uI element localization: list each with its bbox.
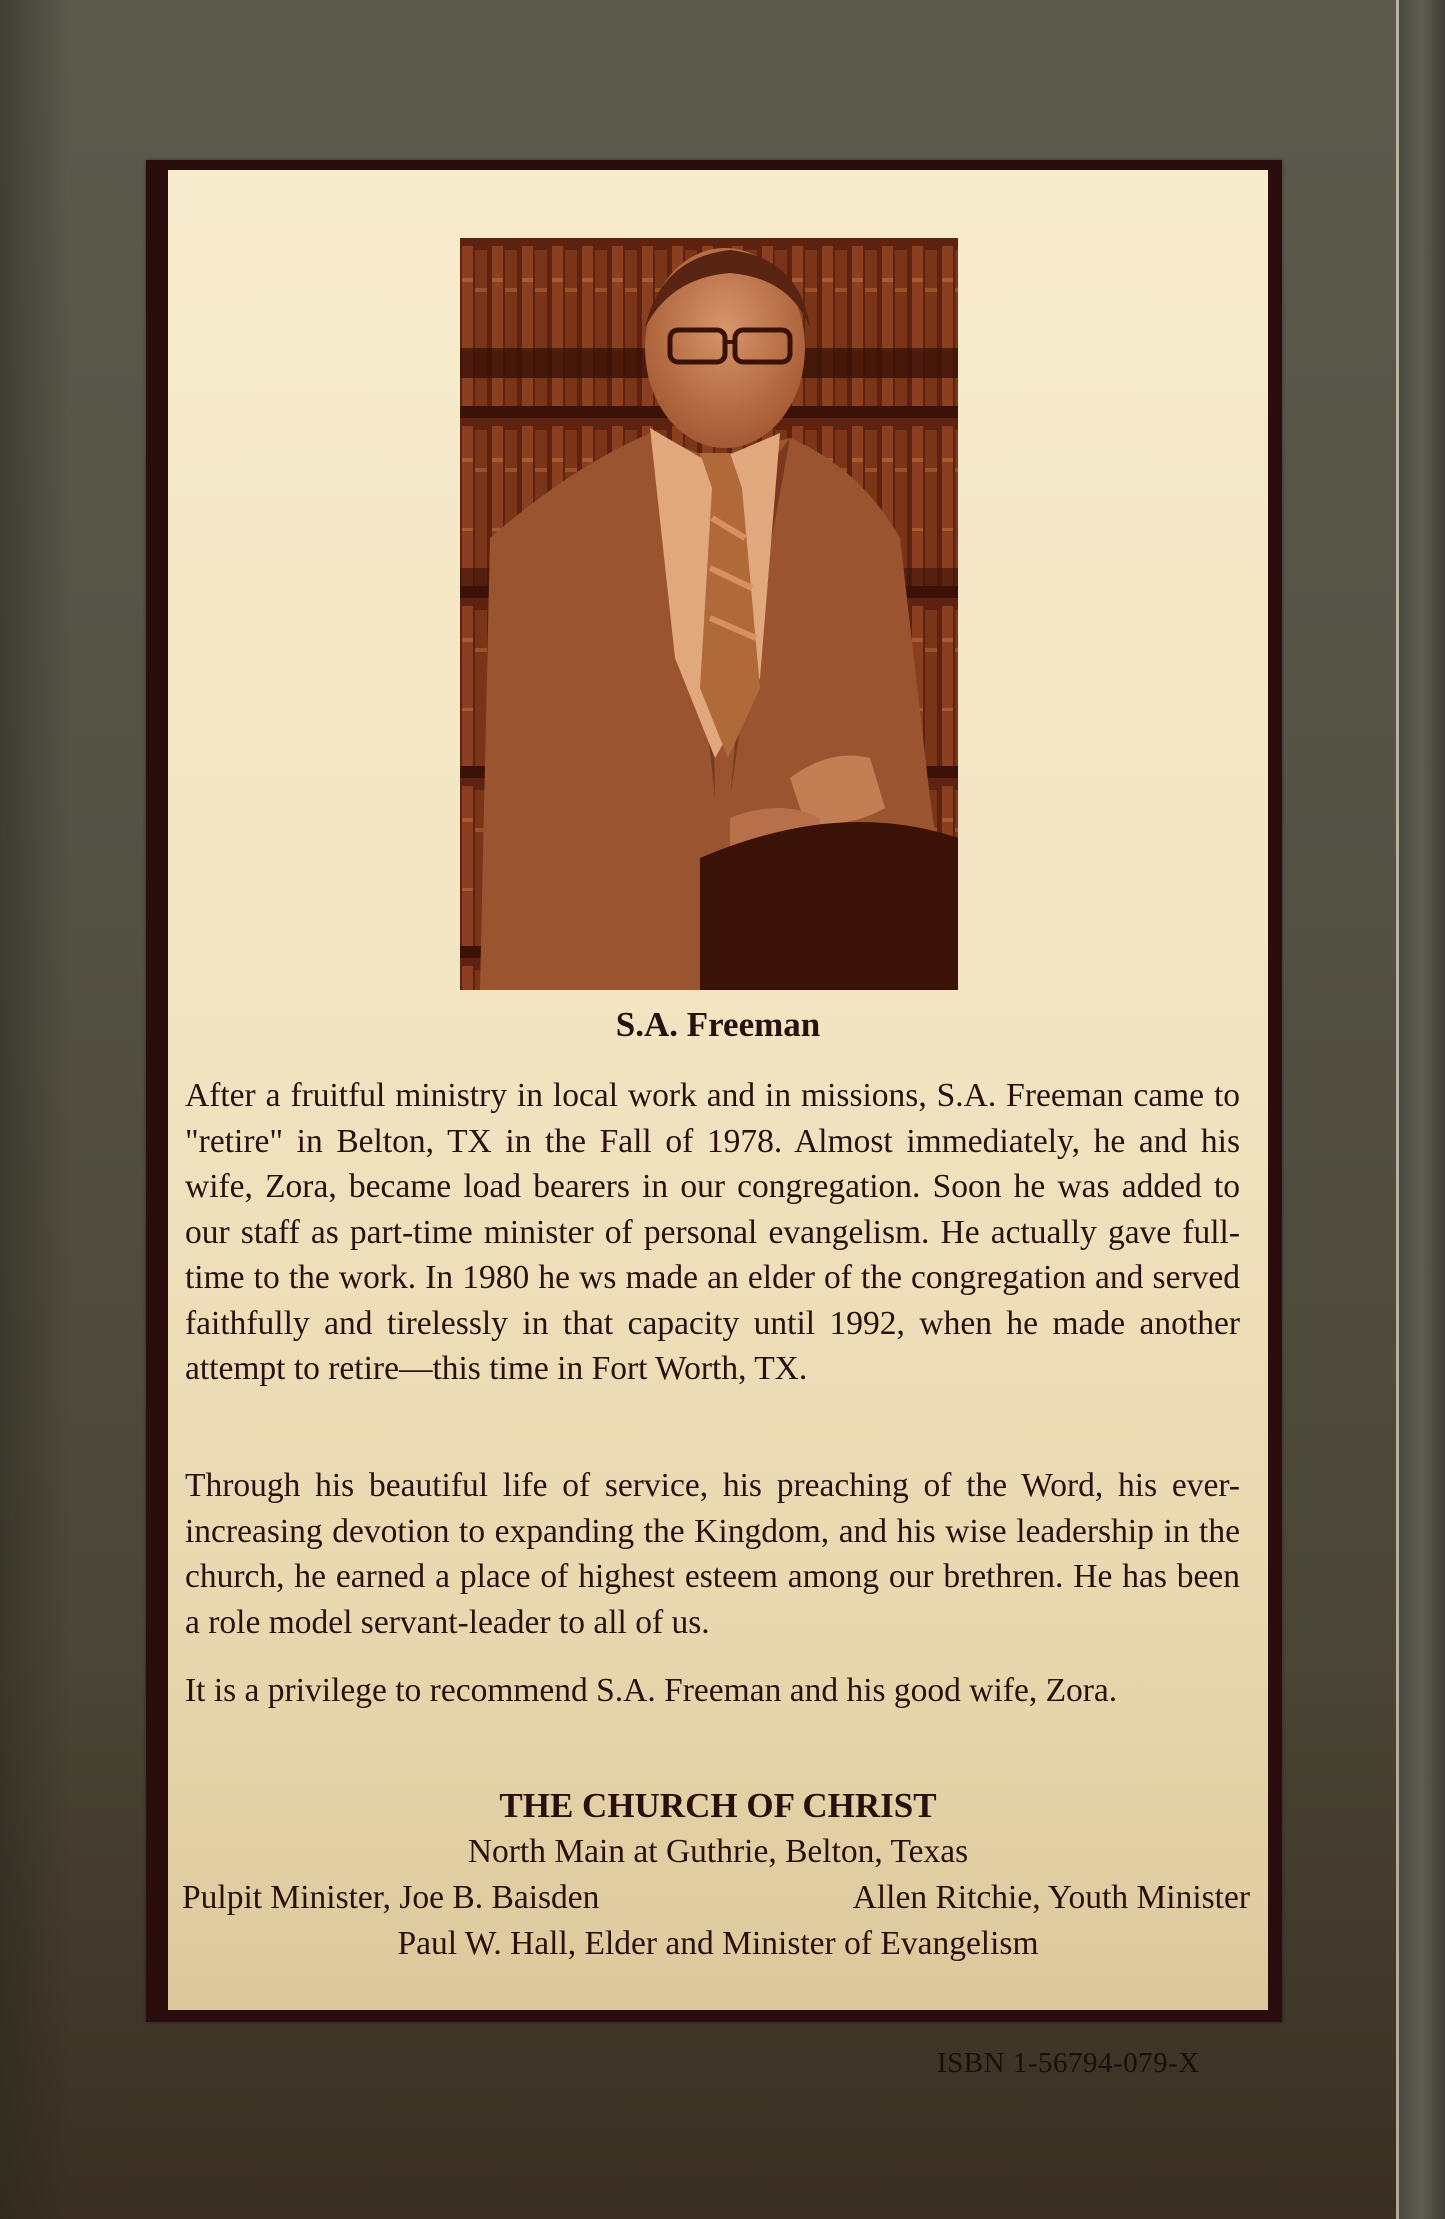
book-spine [1399,0,1445,2219]
church-address: North Main at Guthrie, Belton, Texas [467,1833,969,1870]
spine-crease [1396,0,1399,2219]
paragraph-biography [185,1073,1240,1392]
paragraph-text: After a fruitful ministry in local work and in missions, S.A. Freeman came to "retire" in Belton, TX in the Fall of 1978. Almost immediately, he and his wife, Zora, became load bearers in our congregation. Soon he was added to our staff as part-time minister of personal evangelism. He actually gave full-time to the work. In 1980 he ws made an elder of the congregation and served faithfully and tirelessly in that capacity until 1992, when he made another attempt to retire—this time in Fort Worth, TX. [185,1077,1240,1387]
pulpit-minister: Pulpit Minister, Joe B. Baisden [182,1879,600,1916]
portrait-photo-icon [460,238,958,990]
church-staff-row [168,1875,1268,1921]
church-signature-block [168,1783,1268,1967]
paragraph-tribute [185,1463,1240,1645]
isbn-number: ISBN 1-56794-079-X [937,2047,1200,2079]
paragraph-recommendation [185,1668,1240,1714]
subject-name-heading: S.A. Freeman [615,1005,821,1044]
portrait-photo [460,238,958,990]
paragraph-text: Through his beautiful life of service, his preaching of the Word, his ever-increasing devotion to expanding the Kingdom, and his wise leadership in the church, he earned a place of highest esteem among our brethren. He has been a role model servant-leader to all of us. [185,1467,1240,1641]
church-name: THE CHURCH OF CHRIST [499,1786,937,1825]
cover-shading [0,0,70,2219]
paragraph-text: It is a privilege to recommend S.A. Freeman and his good wife, Zora. [185,1672,1118,1709]
youth-minister: Allen Ritchie, Youth Minister [852,1879,1250,1916]
elder-minister: Paul W. Hall, Elder and Minister of Evangelism [397,1925,1039,1962]
